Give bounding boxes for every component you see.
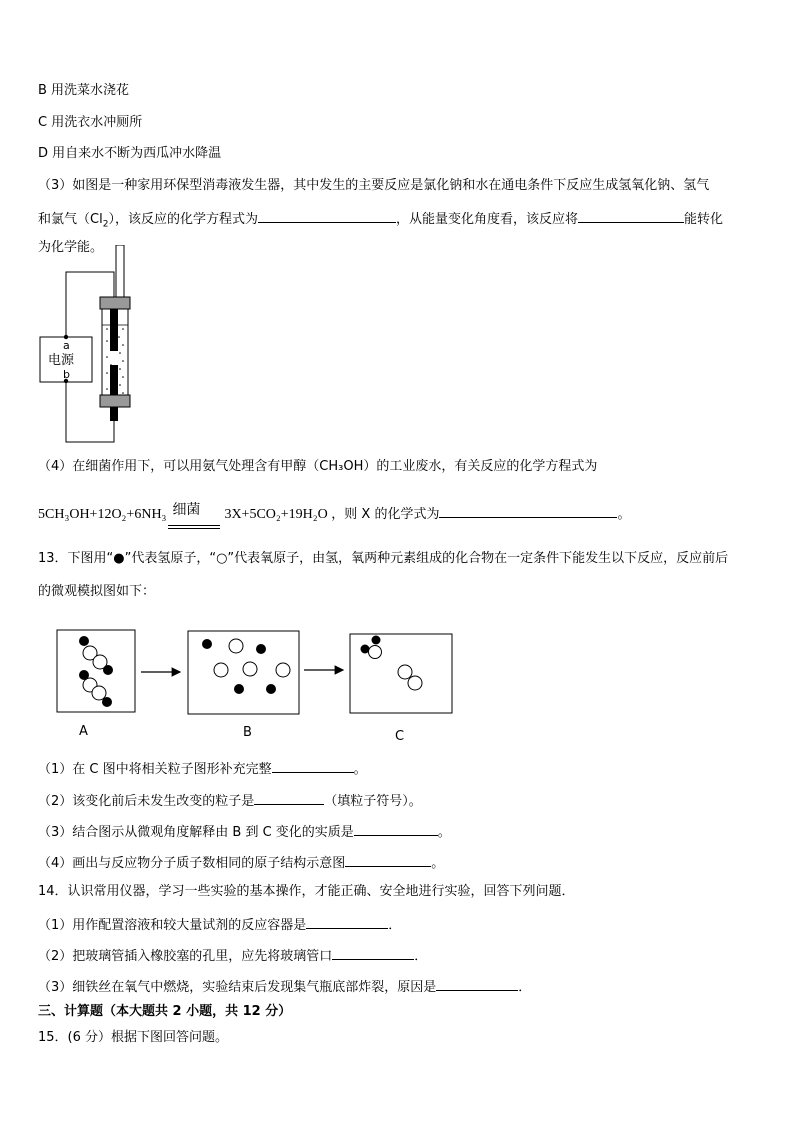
oxygen-atom xyxy=(214,663,228,677)
hydrogen-atom xyxy=(234,684,244,694)
bottom-cap xyxy=(100,395,130,407)
q14-sub3-blank[interactable] xyxy=(436,976,518,991)
option-c: C 用洗衣水冲厕所 xyxy=(38,115,143,130)
q13-sub4 xyxy=(38,852,444,873)
hydrogen-atom xyxy=(102,697,112,707)
box-b-label: B xyxy=(243,725,252,740)
q14-line1: 14．认识常用仪器，学习一些实验的基本操作，才能正确、安全地进行实验，回答下列问题． xyxy=(38,884,575,899)
q13-sub2-text: （2）该变化前后未发生改变的粒子是 xyxy=(38,794,255,809)
q14-sub2 xyxy=(38,945,427,966)
q4-line1: （4）在细菌作用下，可以用氨气处理含有甲醇（CH₃OH）的工业废水，有关反应的化学方程式为 xyxy=(38,459,598,474)
q13-sub3-text: （3）结合图示从微观角度解释由 B 到 C 变化的实质是 xyxy=(38,825,354,840)
reaction-diagram xyxy=(50,625,460,747)
q3-equation-blank[interactable] xyxy=(258,208,396,223)
q4-end: 。 xyxy=(617,507,631,522)
q3-line3: 为化学能。 xyxy=(38,240,104,255)
q3-energy-blank[interactable] xyxy=(578,208,684,223)
q4-eq-right: 3X+5CO₂+19H₂O xyxy=(224,507,328,522)
q15-line1: 15．(6 分）根据下图回答问题。 xyxy=(38,1030,229,1045)
q14-sub3-end: ． xyxy=(518,980,532,995)
q3-line2-a: 和氯气（Cl xyxy=(38,212,103,227)
q13-sub4-blank[interactable] xyxy=(345,852,431,867)
q14-sub2-text: （2）把玻璃管插入橡胶塞的孔里，应先将玻璃管口 xyxy=(38,949,333,964)
q14-sub3-text: （3）细铁丝在氧气中燃烧，实验结束后发现集气瓶底部炸裂，原因是 xyxy=(38,980,437,995)
oxygen-atom xyxy=(398,665,412,679)
q13-sub1-end: 。 xyxy=(353,762,367,777)
q13-sub1-text: （1）在 C 图中将相关粒子图形补充完整 xyxy=(38,762,272,777)
q3-line2-c: ，从能量变化角度看，该反应将 xyxy=(395,212,578,227)
hydrogen-atom xyxy=(256,644,266,654)
q13-sub1-blank[interactable] xyxy=(272,758,354,773)
hydrogen-atom xyxy=(103,665,113,675)
oxygen-atom xyxy=(369,646,382,659)
q13-line2: 的微观模拟图如下： xyxy=(38,584,156,599)
top-cap xyxy=(100,297,130,309)
terminal-b-label: b xyxy=(63,368,70,381)
q13-sub2-tail: （填粒子符号）。 xyxy=(324,794,422,809)
q14-sub1-text: （1）用作配置溶液和较大量试剂的反应容器是 xyxy=(38,918,307,933)
q3-line2-b: ），该反应的化学方程式为 xyxy=(108,212,258,227)
q4-equation-line xyxy=(38,503,630,524)
q13-sub3 xyxy=(38,821,451,842)
q4-eq-bar xyxy=(168,525,220,529)
power-label: 电源 xyxy=(48,353,75,368)
q13-line1: 13．下图用“●”代表氢原子，“○”代表氧原子，由氢，氧两种元素组成的化合物在一定条件下能发生以下反应，反应前后 xyxy=(38,551,729,566)
upper-electrode xyxy=(110,309,118,351)
q3-line2-sub: 2 xyxy=(102,219,109,230)
q14-sub1-end: ． xyxy=(388,918,402,933)
q13-sub3-blank[interactable] xyxy=(354,821,438,836)
option-b: B 用洗菜水浇花 xyxy=(38,83,130,98)
oxygen-atom xyxy=(92,686,106,700)
terminal-a-label: a xyxy=(63,339,70,352)
q4-eq-left: 5CH₃OH+12O₂+6NH₃ xyxy=(38,507,167,522)
box-c-label: C xyxy=(395,729,405,744)
box-a-label: A xyxy=(79,724,88,739)
q13-sub1 xyxy=(38,758,367,779)
oxygen-atom xyxy=(243,662,257,676)
q3-line2 xyxy=(38,208,723,234)
q13-sub2 xyxy=(38,790,422,811)
q14-sub1-blank[interactable] xyxy=(306,914,388,929)
q14-sub3 xyxy=(38,976,531,997)
option-d: D 用自来水不断为西瓜冲水降温 xyxy=(38,146,222,161)
q13-sub4-text: （4）画出与反应物分子质子数相同的原子结构示意图 xyxy=(38,856,346,871)
q13-sub4-end: 。 xyxy=(431,856,445,871)
q14-sub2-end: ． xyxy=(414,949,428,964)
q14-sub2-blank[interactable] xyxy=(332,945,414,960)
q4-formula-blank[interactable] xyxy=(439,503,617,518)
hydrogen-atom xyxy=(79,636,89,646)
oxygen-atom xyxy=(276,663,290,677)
q3-line1: （3）如图是一种家用环保型消毒液发生器，其中发生的主要反应是氯化钠和水在通电条件下反应生成氢氧化钠、氢气 xyxy=(38,178,710,193)
electrolysis-diagram xyxy=(36,245,156,450)
q14-sub1 xyxy=(38,914,401,935)
q3-line2-d: 能转化 xyxy=(683,212,723,227)
oxygen-atom xyxy=(408,676,422,690)
q13-sub2-blank[interactable] xyxy=(254,790,324,805)
q4-eq-tail: ，则 X 的化学式为 xyxy=(331,507,440,522)
hydrogen-atom xyxy=(266,684,276,694)
hydrogen-atom xyxy=(202,639,212,649)
q4-eq-condition: 细菌 xyxy=(172,502,201,518)
section3-title: 三、计算题（本大题共 2 小题，共 12 分） xyxy=(38,1004,292,1019)
hydrogen-atom xyxy=(372,636,381,645)
q13-sub3-end: 。 xyxy=(437,825,451,840)
oxygen-atom xyxy=(229,639,243,653)
